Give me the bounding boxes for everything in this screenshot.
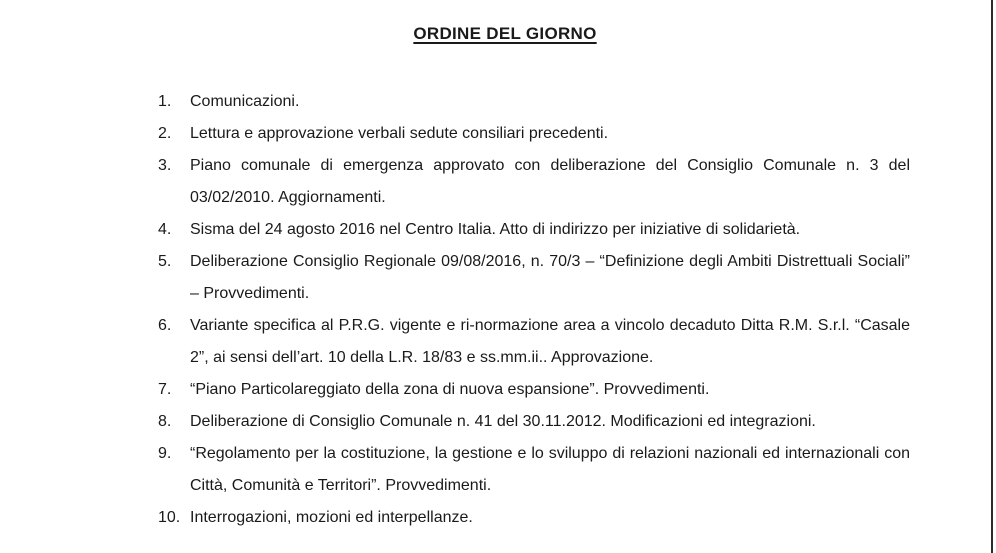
agenda-item: [158, 86, 910, 118]
agenda-item-text: Sisma del 24 agosto 2016 nel Centro Italia. Atto di indirizzo per iniziative di solidarietà.: [190, 221, 801, 238]
agenda-item: [158, 406, 910, 438]
agenda-item-text: Deliberazione Consiglio Regionale 09/08/2016, n. 70/3 – “Definizione degli Ambiti Distrettuali Sociali” – Provvedimenti.: [190, 253, 910, 302]
agenda-item: [158, 502, 910, 534]
agenda-item-number: 6.: [158, 317, 172, 334]
agenda-item: [158, 150, 910, 214]
agenda-item-text: Lettura e approvazione verbali sedute consiliari precedenti.: [190, 125, 609, 142]
agenda-item: [158, 246, 910, 310]
page-edge-line: [991, 0, 993, 553]
agenda-item: [158, 374, 910, 406]
agenda-item-number: 2.: [158, 125, 172, 142]
document-title: ORDINE DEL GIORNO: [413, 24, 597, 43]
agenda-item: [158, 438, 910, 502]
agenda-item-number: 8.: [158, 413, 172, 430]
agenda-item: [158, 214, 910, 246]
agenda-item-number: 5.: [158, 253, 172, 270]
agenda-item-text: Deliberazione di Consiglio Comunale n. 41 del 30.11.2012. Modificazioni ed integrazioni.: [190, 413, 816, 430]
agenda-list: [158, 86, 910, 534]
agenda-item-text: “Regolamento per la costituzione, la gestione e lo sviluppo di relazioni nazionali ed internazionali con Città, Comunità e Territori”. Provvedimenti.: [190, 445, 910, 494]
agenda-item-text: Variante specifica al P.R.G. vigente e ri-normazione area a vincolo decaduto Ditta R.M. S.r.l. “Casale 2”, ai sensi dell’art. 10 della L.R. 18/83 e ss.mm.ii.. Approvazione.: [190, 317, 910, 366]
agenda-item-number: 3.: [158, 157, 172, 174]
agenda-item-number: 7.: [158, 381, 172, 398]
agenda-item-number: 4.: [158, 221, 172, 238]
agenda-item-number: 10.: [158, 509, 181, 526]
agenda-item-text: Comunicazioni.: [190, 93, 300, 110]
agenda-item-text: Interrogazioni, mozioni ed interpellanze.: [190, 509, 473, 526]
agenda-item: [158, 118, 910, 150]
agenda-item-number: 9.: [158, 445, 172, 462]
agenda-item-text: “Piano Particolareggiato della zona di nuova espansione”. Provvedimenti.: [190, 381, 710, 398]
agenda-item-number: 1.: [158, 93, 172, 110]
agenda-item: [158, 310, 910, 374]
agenda-item-text: Piano comunale di emergenza approvato con deliberazione del Consiglio Comunale n. 3 del 03/02/2010. Aggiornamenti.: [190, 157, 910, 206]
